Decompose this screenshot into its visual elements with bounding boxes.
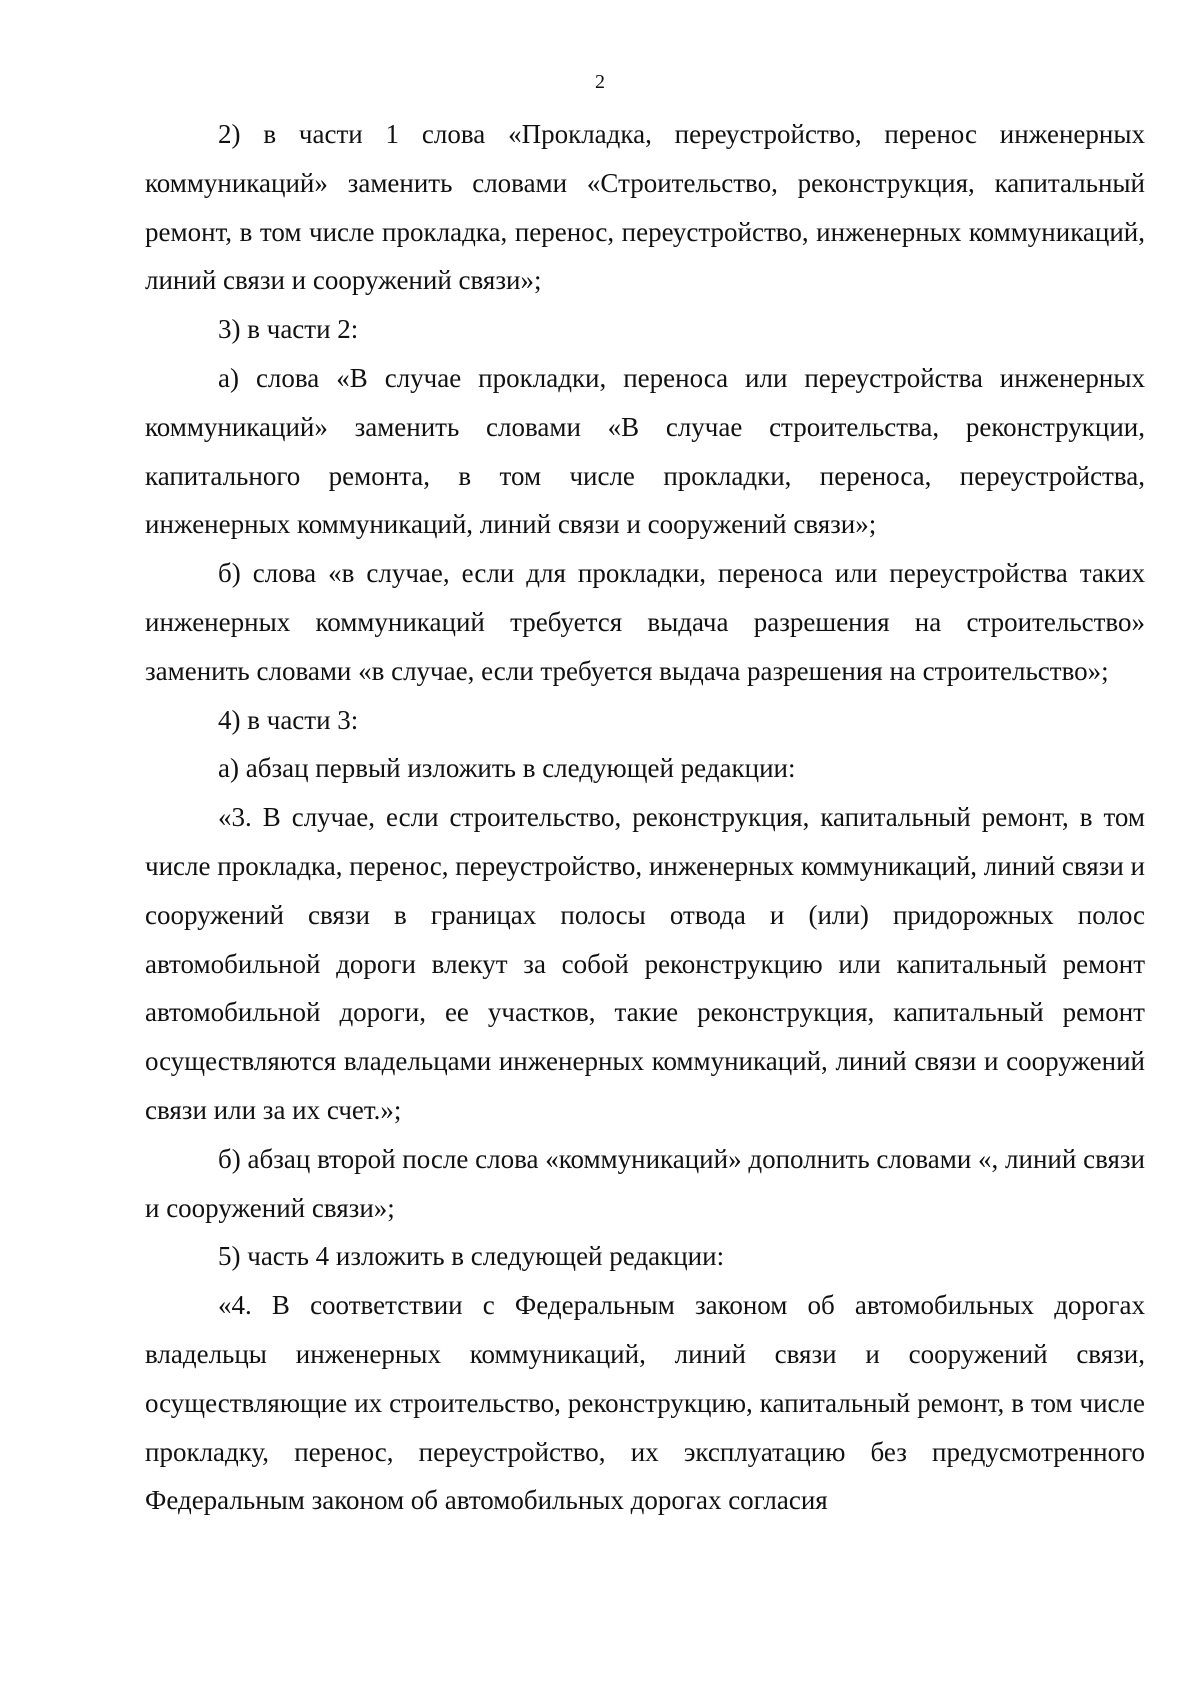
paragraph-subitem-4a: а) абзац первый изложить в следующей редакции: [218, 753, 796, 784]
paragraph-quoted-part-3: «3. В случае, если строительство, реконструкция, капитальный ремонт, в том числе прокладка, перенос, переустройство, инженерных коммуникаций, линий связи и сооружений связи в границах полосы отвода и (или) придорожных полос автомобильной дороги влекут за собой реконструкцию или капитальный ремонт автомобильной дороги, ее участков, такие реконструкция, капитальный ремонт осуществляются владельцами инженерных коммуникаций, линий связи и сооружений связи или за их счет.»; [145, 802, 1145, 1125]
paragraph-item-5-part-4: 5) часть 4 изложить в следующей редакции: [218, 1241, 725, 1272]
page-number: 2 [595, 71, 605, 93]
paragraph-subitem-4b: б) абзац второй после слова «коммуникаций» дополнить словами «, линий связи и сооружений связи»; [145, 1143, 1145, 1223]
paragraph-subitem-3b: б) слова «в случае, если для прокладки, переноса или переустройства таких инженерных коммуникаций требуется выдача разрешения на строительство» заменить словами «в случае, если требуется выдача разрешения на строительство»; [145, 558, 1145, 686]
document-body [145, 110, 1145, 1525]
paragraph-item-4-part-3: 4) в части 3: [218, 704, 359, 735]
paragraph-quoted-part-4: «4. В соответствии с Федеральным законом об автомобильных дорогах владельцы инженерных коммуникаций, линий связи и сооружений связи, осуществляющие их строительство, реконструкцию, капитальный ремонт, в том числе прокладку, перенос, переустройство, их эксплуатацию без предусмотренного Федеральным законом об автомобильных дорогах согласия [145, 1290, 1145, 1516]
paragraph-item-2-part-1: 2) в части 1 слова «Прокладка, переустройство, перенос инженерных коммуникаций» заменить словами «Строительство, реконструкция, капитальный ремонт, в том числе прокладка, перенос, переустройство, инженерных коммуникаций, линий связи и сооружений связи»; [145, 119, 1145, 296]
paragraph-item-3-part-2: 3) в части 2: [218, 314, 359, 345]
paragraph-subitem-3a: а) слова «В случае прокладки, переноса или переустройства инженерных коммуникаций» заменить словами «В случае строительства, реконструкции, капитального ремонта, в том числе прокладки, переноса, переустройства, инженерных коммуникаций, линий связи и сооружений связи»; [145, 362, 1145, 540]
